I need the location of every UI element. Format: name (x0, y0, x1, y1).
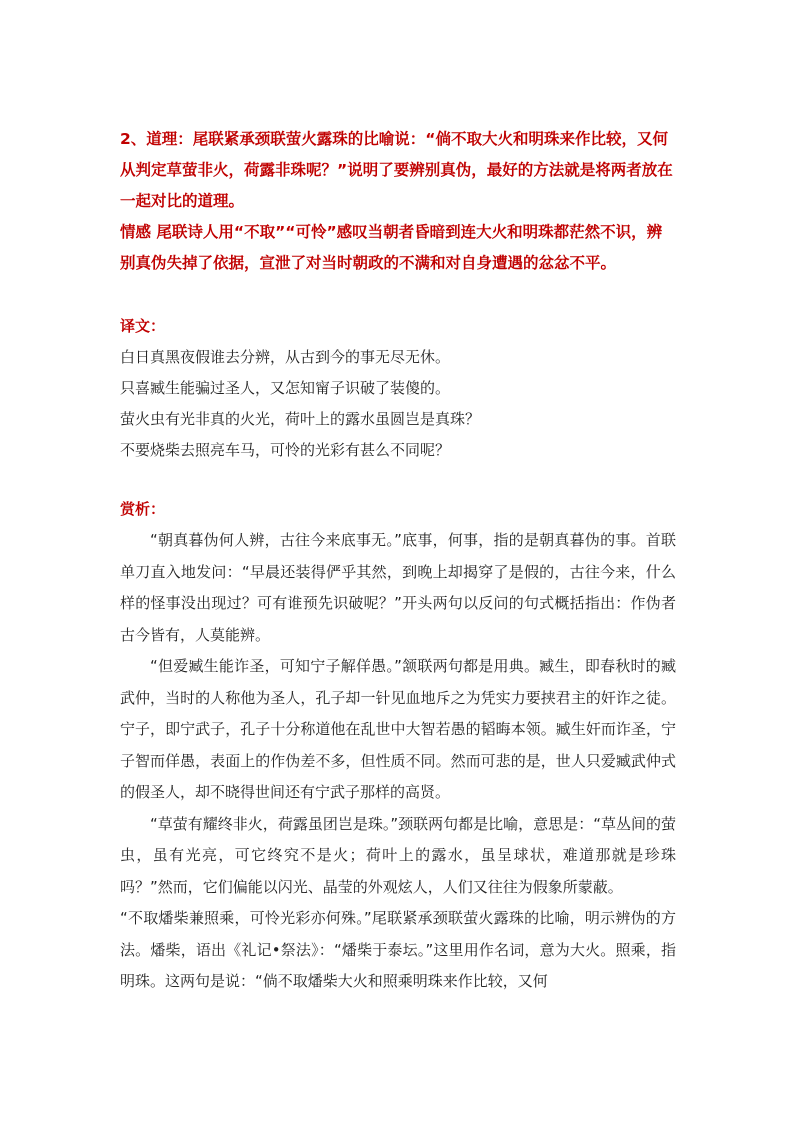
translation-line: 萤火虫有光非真的火光，荷叶上的露水虽圆岂是真珠？ (120, 410, 481, 428)
appreciation-heading: 赏析： (120, 500, 166, 518)
appreciation-paragraph: “但爱臧生能诈圣，可知宁子解佯愚。”颔联两句都是用典。臧生，即春秋时的臧武仲，当时的人称他为圣人，孔子却一针见血地斥之为凭实力要挟君主的奸诈之徒。宁子，即宁武子，孔子十分称道他在乱世中大智若愚的韬晦本领。臧生奸而诈圣，宁子智而佯愚，表面上的作伪差不多，但性质不同。然而可悲的是，世人只爱臧武仲式的假圣人，却不晓得世间还有宁武子那样的高贤。 (120, 657, 676, 801)
translation-line: 白日真黑夜假谁去分辨，从古到今的事无尽无休。 (120, 348, 451, 366)
translation-heading: 译文： (120, 317, 166, 335)
translation-line: 不要烧柴去照亮车马，可怜的光彩有甚么不同呢？ (120, 441, 451, 459)
translation-lines (120, 342, 676, 466)
translation-line: 只喜臧生能骗过圣人，又怎知甯子识破了装傻的。 (120, 379, 451, 397)
emotion-paragraph: 情感 尾联诗人用“不取”“可怜”感叹当朝者昏暗到连大火和明珠都茫然不识，辨别真伪失掉了依据，宣泄了对当时朝政的不满和对自身遭遇的忿忿不平。 (120, 223, 663, 272)
appreciation-paragraph: “不取燔柴兼照乘，可怜光彩亦何殊。”尾联紧承颈联萤火露珠的比喻，明示辨伪的方法。燔柴，语出《礼记•祭法》：“燔柴于泰坛。”这里用作名词，意为大火。照乘，指明珠。这两句是说：“倘不取燔柴大火和照乘明珠来作比较，又何 (120, 909, 676, 990)
document-page (120, 124, 676, 998)
appreciation-paragraph: “朝真暮伪何人辨，古往今来底事无。”底事，何事，指的是朝真暮伪的事。首联单刀直入地发问：“早晨还装得俨乎其然，到晚上却揭穿了是假的，古往今来，什么样的怪事没出现过？可有谁预先识破呢？”开头两句以反问的句式概括指出：作伪者古今皆有，人莫能辨。 (120, 531, 676, 644)
reasoning-paragraph: 2、道理：尾联紧承颈联萤火露珠的比喻说：“倘不取大火和明珠来作比较，又何从判定草萤非火，荷露非珠呢？”说明了要辨别真伪，最好的方法就是将两者放在一起对比的道理。 (120, 130, 673, 210)
appreciation-paragraph: “草萤有耀终非火，荷露虽团岂是珠。”颈联两句都是比喻，意思是：“草丛间的萤虫，虽有光亮，可它终究不是火；荷叶上的露水，虽呈球状，难道那就是珍珠吗？”然而，它们偏能以闪光、晶莹的外观炫人，人们又往往为假象所蒙蔽。 (120, 814, 676, 896)
section-2-block (120, 124, 676, 279)
appreciation-body (120, 525, 676, 998)
